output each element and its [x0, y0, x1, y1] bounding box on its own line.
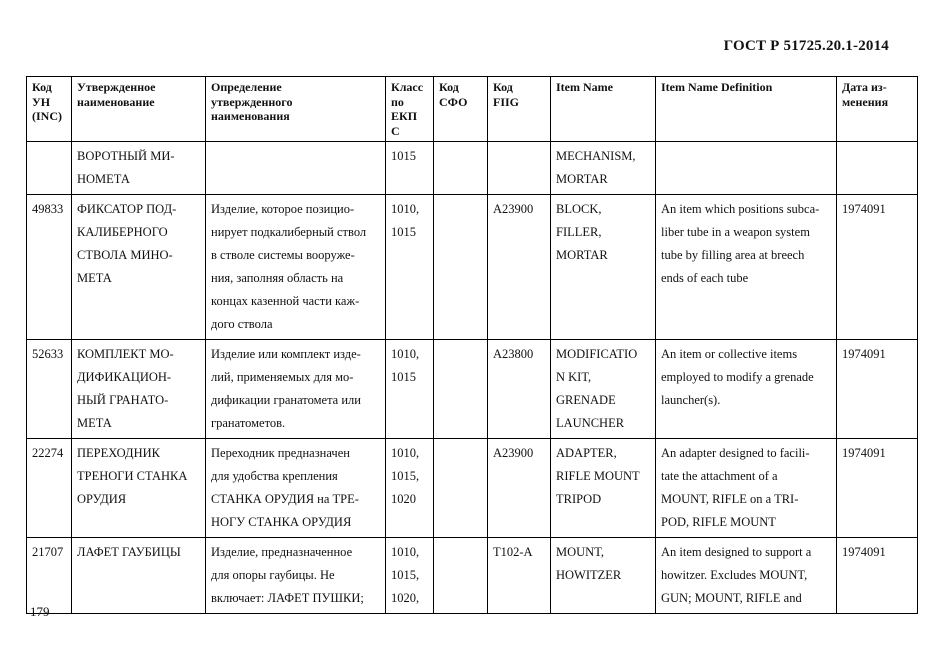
cell-definition [206, 439, 386, 538]
cell-line: 22274 [32, 446, 64, 460]
header-definition [206, 77, 386, 142]
header-line: менения [842, 94, 889, 109]
cell-line: POD, RIFLE MOUNT [661, 515, 776, 529]
header-line: Код [32, 80, 52, 94]
cell-line: 49833 [32, 202, 64, 216]
cell-change-date [837, 142, 918, 195]
cell-sfo-code [434, 195, 488, 340]
cell-item-name-definition [656, 195, 837, 340]
cell-definition [206, 538, 386, 614]
cell-line: RIFLE MOUNT [556, 469, 640, 483]
cell-line: ния, заполняя область на [211, 271, 344, 285]
header-line: УН [32, 94, 51, 109]
cell-line: An adapter designed to facili- [661, 446, 810, 460]
cell-approved-name [72, 195, 206, 340]
cell-item-name [551, 195, 656, 340]
cell-line: An item designed to support a [661, 545, 812, 559]
cell-line: N KIT, [556, 370, 592, 384]
header-line: Код [439, 80, 459, 94]
cell-change-date [837, 439, 918, 538]
cell-line: Переходник предназначен [211, 446, 350, 460]
cell-item-name [551, 142, 656, 195]
cell-class-ekps [386, 195, 434, 340]
cell-line: 1015 [391, 149, 416, 163]
table-row [27, 439, 918, 538]
header-approved-name [72, 77, 206, 142]
cell-line: концах казенной части каж- [211, 294, 360, 308]
cell-line: 21707 [32, 545, 64, 559]
cell-line: MOUNT, RIFLE on a TRI- [661, 492, 799, 506]
page-number: 179 [30, 604, 50, 619]
cell-line: СТВОЛА МИНО- [77, 248, 173, 262]
cell-line: НОМЕТА [77, 172, 130, 186]
cell-line: 1010, [391, 347, 420, 361]
cell-line: КОМПЛЕКТ МО- [77, 347, 174, 361]
header-item-name-definition [656, 77, 837, 142]
cell-line: ДИФИКАЦИОН- [77, 370, 172, 384]
cell-line: employed to modify a grenade [661, 370, 814, 384]
cell-line: 1974091 [842, 545, 886, 559]
cell-sfo-code [434, 439, 488, 538]
cell-item-name [551, 340, 656, 439]
table-row [27, 340, 918, 439]
header-line: Код [493, 80, 513, 94]
cell-fiig-code [488, 340, 551, 439]
cell-line: HOWITZER [556, 568, 622, 582]
cell-line: 1010, [391, 545, 420, 559]
cell-item-name-definition [656, 340, 837, 439]
cell-line: для удобства крепления [211, 469, 338, 483]
cell-line: в стволе системы вооруже- [211, 248, 355, 262]
header-line: Item Name Definition [661, 80, 773, 94]
cell-line: ends of each tube [661, 271, 749, 285]
cell-line: 1010, [391, 446, 420, 460]
cell-line: СТАНКА ОРУДИЯ на ТРЕ- [211, 492, 359, 506]
cell-line: FILLER, [556, 225, 602, 239]
cell-line: MECHANISM, [556, 149, 636, 163]
cell-inc-code [27, 439, 72, 538]
cell-line: МЕТА [77, 271, 112, 285]
cell-item-name [551, 439, 656, 538]
cell-inc-code [27, 538, 72, 614]
cell-line: ПЕРЕХОДНИК [77, 446, 160, 460]
cell-approved-name [72, 142, 206, 195]
cell-line: liber tube in a weapon system [661, 225, 810, 239]
cell-line: включает: ЛАФЕТ ПУШКИ; [211, 591, 364, 605]
cell-inc-code [27, 195, 72, 340]
cell-line: 1020, [391, 591, 420, 605]
cell-class-ekps [386, 439, 434, 538]
header-line: наименования [211, 109, 290, 123]
header-sfo-code [434, 77, 488, 142]
cell-line: tate the attachment of a [661, 469, 778, 483]
cell-line: MORTAR [556, 248, 608, 262]
cell-line: MODIFICATIO [556, 347, 638, 361]
cell-line: ВОРОТНЫЙ МИ- [77, 149, 175, 163]
cell-line: GUN; MOUNT, RIFLE and [661, 591, 802, 605]
cell-line: 1015, [391, 568, 420, 582]
cell-change-date [837, 538, 918, 614]
cell-line: howitzer. Excludes MOUNT, [661, 568, 808, 582]
cell-class-ekps [386, 340, 434, 439]
cell-line: MORTAR [556, 172, 608, 186]
cell-definition [206, 340, 386, 439]
cell-line: 1974091 [842, 347, 886, 361]
cell-class-ekps [386, 538, 434, 614]
cell-line: tube by filling area at breech [661, 248, 805, 262]
cell-line: МЕТА [77, 416, 112, 430]
header-line: утвержденного [211, 94, 293, 109]
cell-sfo-code [434, 340, 488, 439]
header-item-name [551, 77, 656, 142]
cell-line: нирует подкалиберный ствол [211, 225, 367, 239]
cell-line: BLOCK, [556, 202, 602, 216]
header-line: С [391, 123, 400, 138]
cell-line: TRIPOD [556, 492, 602, 506]
cell-change-date [837, 340, 918, 439]
cell-definition [206, 142, 386, 195]
cell-line: Изделие, предназначенное [211, 545, 353, 559]
cell-fiig-code [488, 195, 551, 340]
cell-line: 1020 [391, 492, 416, 506]
classification-table [26, 76, 918, 614]
cell-line: A23800 [493, 347, 534, 361]
cell-line: 1015 [391, 370, 416, 384]
cell-sfo-code [434, 142, 488, 195]
cell-line: MOUNT, [556, 545, 605, 559]
cell-line: НЫЙ ГРАНАТО- [77, 393, 169, 407]
header-line: ЕКП [391, 109, 418, 123]
cell-item-name-definition [656, 142, 837, 195]
cell-approved-name [72, 340, 206, 439]
cell-approved-name [72, 439, 206, 538]
cell-line: A23900 [493, 446, 534, 460]
cell-line: ФИКСАТОР ПОД- [77, 202, 177, 216]
header-line: Определение [211, 80, 282, 94]
header-line: по [391, 94, 404, 109]
table-body [27, 142, 918, 614]
table-row [27, 142, 918, 195]
cell-line: launcher(s). [661, 393, 721, 407]
header-class-ekps [386, 77, 434, 142]
cell-line: 1015 [391, 225, 416, 239]
cell-line: дификации гранатомета или [211, 393, 361, 407]
document-id: ГОСТ Р 51725.20.1-2014 [723, 38, 889, 54]
cell-class-ekps [386, 142, 434, 195]
cell-line: GRENADE [556, 393, 616, 407]
cell-sfo-code [434, 538, 488, 614]
cell-line: ЛАФЕТ ГАУБИЦЫ [77, 545, 181, 559]
cell-line: An item which positions subca- [661, 202, 820, 216]
header-line: СФО [439, 94, 468, 109]
cell-line: для опоры гаубицы. Не [211, 568, 335, 582]
cell-line: An item or collective items [661, 347, 798, 361]
cell-approved-name [72, 538, 206, 614]
header-line: наименование [77, 94, 155, 109]
cell-line: гранатометов. [211, 416, 286, 430]
cell-inc-code [27, 340, 72, 439]
cell-line: LAUNCHER [556, 416, 625, 430]
cell-line: A23900 [493, 202, 534, 216]
cell-item-name-definition [656, 538, 837, 614]
cell-definition [206, 195, 386, 340]
header-line: (INC) [32, 109, 62, 123]
cell-item-name-definition [656, 439, 837, 538]
cell-line: 1974091 [842, 446, 886, 460]
cell-line: 52633 [32, 347, 64, 361]
header-change-date [837, 77, 918, 142]
cell-fiig-code [488, 538, 551, 614]
cell-line: ТРЕНОГИ СТАНКА [77, 469, 188, 483]
cell-line: Изделие или комплект изде- [211, 347, 361, 361]
header-line: FIIG [493, 94, 520, 109]
cell-item-name [551, 538, 656, 614]
header-line: Item Name [556, 80, 613, 94]
cell-inc-code [27, 142, 72, 195]
cell-line: НОГУ СТАНКА ОРУДИЯ [211, 515, 352, 529]
cell-line: 1015, [391, 469, 420, 483]
header-line: Дата из- [842, 80, 887, 94]
cell-line: T102-A [493, 545, 533, 559]
header-inc-code [27, 77, 72, 142]
table-row [27, 538, 918, 614]
cell-line: ADAPTER, [556, 446, 617, 460]
cell-line: ОРУДИЯ [77, 492, 127, 506]
cell-line: 1974091 [842, 202, 886, 216]
header-row [27, 77, 918, 142]
cell-line: лий, применяемых для мо- [211, 370, 354, 384]
cell-fiig-code [488, 142, 551, 195]
header-line: Утвержденное [77, 80, 156, 94]
cell-line: дого ствола [211, 317, 273, 331]
cell-line: КАЛИБЕРНОГО [77, 225, 168, 239]
table-row [27, 195, 918, 340]
cell-line: 1010, [391, 202, 420, 216]
cell-line: Изделие, которое позицио- [211, 202, 355, 216]
cell-fiig-code [488, 439, 551, 538]
header-fiig-code [488, 77, 551, 142]
header-line: Класс [391, 80, 424, 94]
cell-change-date [837, 195, 918, 340]
